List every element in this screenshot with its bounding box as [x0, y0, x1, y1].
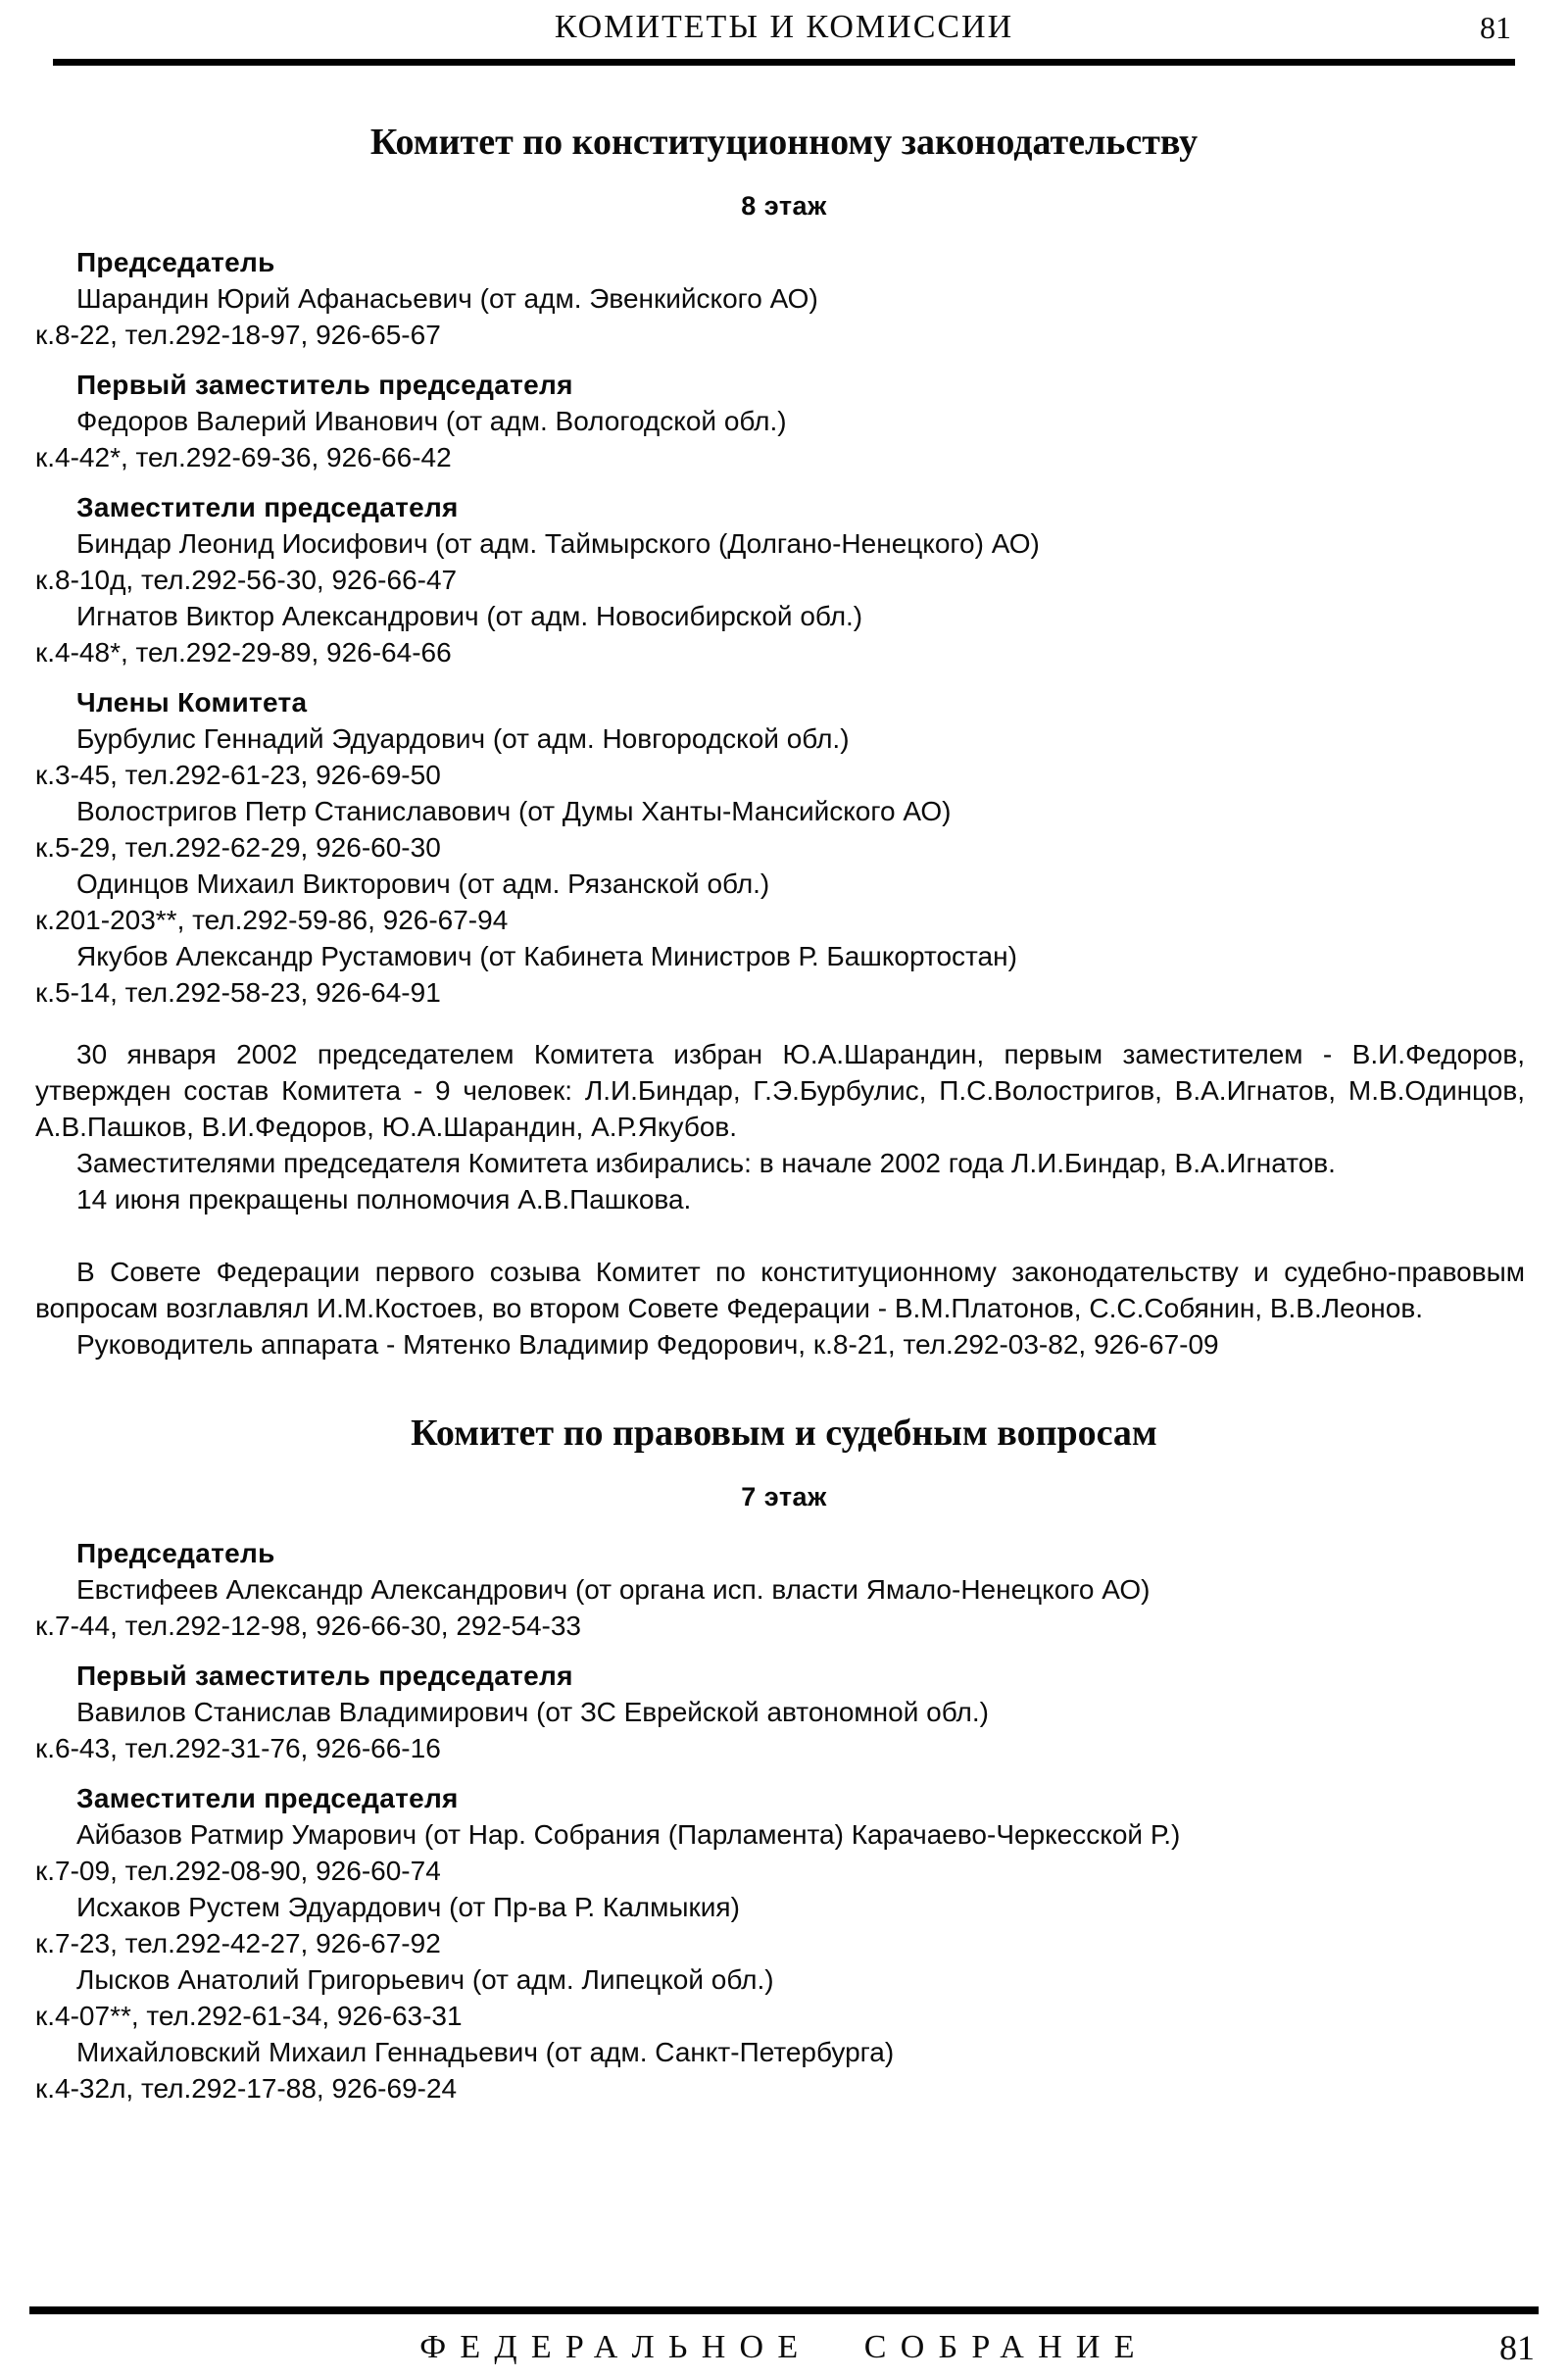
history-paragraph: 30 января 2002 председателем Комитета избран Ю.А.Шарандин, первым заместителем - В.И.Федоров, утвержден состав Комитета - 9 человек: Л.И.Биндар, Г.Э.Бурбулис, П.С.Волостригов, В.А.Игнатов, М.В.Одинцов, А.В.Пашков, В.И.Федоров, Ю.А.Шарандин, А.Р.Якубов. — [35, 1039, 1525, 1142]
member-contact: к.7-44, тел.292-12-98, 926-66-30, 292-54-33 — [35, 1611, 581, 1641]
member-name: Шарандин Юрий Афанасьевич (от адм. Эвенкийского АО) — [76, 283, 818, 314]
member-name: Айбазов Ратмир Умарович (от Нар. Собрания (Парламента) Карачаево-Черкесской Р.) — [76, 1819, 1181, 1850]
committee-floor: 7 этаж — [741, 1482, 827, 1512]
role-label: Члены Комитета — [76, 687, 308, 718]
member-name: Якубов Александр Рустамович (от Кабинета Министров Р. Башкортостан) — [76, 941, 1017, 971]
member-contact: к.8-22, тел.292-18-97, 926-65-67 — [35, 320, 441, 350]
member-contact: к.3-45, тел.292-61-23, 926-69-50 — [35, 760, 441, 790]
committee-roster — [0, 1535, 1568, 2106]
member-contact: к.5-14, тел.292-58-23, 926-64-91 — [35, 977, 441, 1008]
running-header-title: КОМИТЕТЫ И КОМИССИИ — [554, 9, 1014, 45]
committee-history — [0, 1036, 1568, 1363]
page-header — [0, 0, 1568, 66]
member-name: Исхаков Рустем Эдуардович (от Пр-ва Р. Калмыкия) — [76, 1892, 740, 1922]
member-contact: к.7-09, тел.292-08-90, 926-60-74 — [35, 1856, 441, 1886]
page-number-top: 81 — [1480, 10, 1511, 45]
member-name: Биндар Леонид Иосифович (от адм. Таймырского (Долгано-Ненецкого) АО) — [76, 528, 1040, 559]
member-contact: к.4-07**, тел.292-61-34, 926-63-31 — [35, 2001, 463, 2031]
member-contact: к.201-203**, тел.292-59-86, 926-67-94 — [35, 905, 509, 935]
footer-title: ФЕДЕРАЛЬНОЕ СОБРАНИЕ — [419, 2329, 1149, 2365]
history-paragraph: В Совете Федерации первого созыва Комитет по конституционному законодательству и судебно-правовым вопросам возглавлял И.М.Костоев, во втором Совете Федерации - В.М.Платонов, С.С.Собянин, В.В.Леонов. — [35, 1257, 1525, 1323]
member-name: Одинцов Михаил Викторович (от адм. Рязанской обл.) — [76, 868, 770, 899]
committee-title: Комитет по конституционному законодательству — [369, 122, 1199, 163]
member-name: Федоров Валерий Иванович (от адм. Вологодской обл.) — [76, 406, 787, 436]
history-paragraph: Руководитель аппарата - Мятенко Владимир Федорович, к.8-21, тел.292-03-82, 926-67-09 — [76, 1329, 1219, 1360]
member-name: Бурбулис Геннадий Эдуардович (от адм. Новгородской обл.) — [76, 723, 850, 754]
member-contact: к.8-10д, тел.292-56-30, 926-66-47 — [35, 565, 458, 595]
role-label: Заместители председателя — [76, 1783, 459, 1813]
member-contact: к.4-32л, тел.292-17-88, 926-69-24 — [35, 2073, 458, 2104]
member-name: Волостригов Петр Станиславович (от Думы Ханты-Мансийского АО) — [76, 796, 952, 826]
member-name: Вавилов Станислав Владимирович (от ЗС Еврейской автономной обл.) — [76, 1697, 989, 1727]
committee-roster — [0, 244, 1568, 1011]
role-label: Председатель — [76, 247, 275, 277]
page-footer — [0, 2306, 1568, 2369]
member-contact: к.4-48*, тел.292-29-89, 926-64-66 — [35, 637, 452, 668]
member-name: Игнатов Виктор Александрович (от адм. Новосибирской обл.) — [76, 601, 863, 631]
member-name: Лысков Анатолий Григорьевич (от адм. Липецкой обл.) — [76, 1964, 774, 1995]
history-paragraph: 14 июня прекращены полномочия А.В.Пашкова. — [76, 1184, 692, 1214]
role-label: Председатель — [76, 1538, 275, 1568]
role-label: Первый заместитель председателя — [76, 1660, 573, 1691]
committee-title: Комитет по правовым и судебным вопросам — [411, 1413, 1157, 1454]
committee-floor: 8 этаж — [741, 191, 827, 221]
member-contact: к.6-43, тел.292-31-76, 926-66-16 — [35, 1733, 441, 1763]
member-name: Михайловский Михаил Геннадьевич (от адм. Санкт-Петербурга) — [76, 2037, 895, 2067]
history-paragraph: Заместителями председателя Комитета избирались: в начале 2002 года Л.И.Биндар, В.А.Игнатов. — [76, 1148, 1336, 1178]
footer-rule — [29, 2306, 1539, 2314]
page-number-bottom: 81 — [1499, 2328, 1535, 2367]
header-rule — [53, 59, 1515, 66]
member-contact: к.7-23, тел.292-42-27, 926-67-92 — [35, 1928, 441, 1958]
committee-section — [0, 1412, 1568, 2106]
role-label: Первый заместитель председателя — [76, 370, 573, 400]
role-label: Заместители председателя — [76, 492, 459, 522]
member-contact: к.4-42*, тел.292-69-36, 926-66-42 — [35, 442, 452, 472]
member-contact: к.5-29, тел.292-62-29, 926-60-30 — [35, 832, 441, 863]
committee-section — [0, 121, 1568, 1363]
member-name: Евстифеев Александр Александрович (от органа исп. власти Ямало-Ненецкого АО) — [76, 1574, 1151, 1605]
